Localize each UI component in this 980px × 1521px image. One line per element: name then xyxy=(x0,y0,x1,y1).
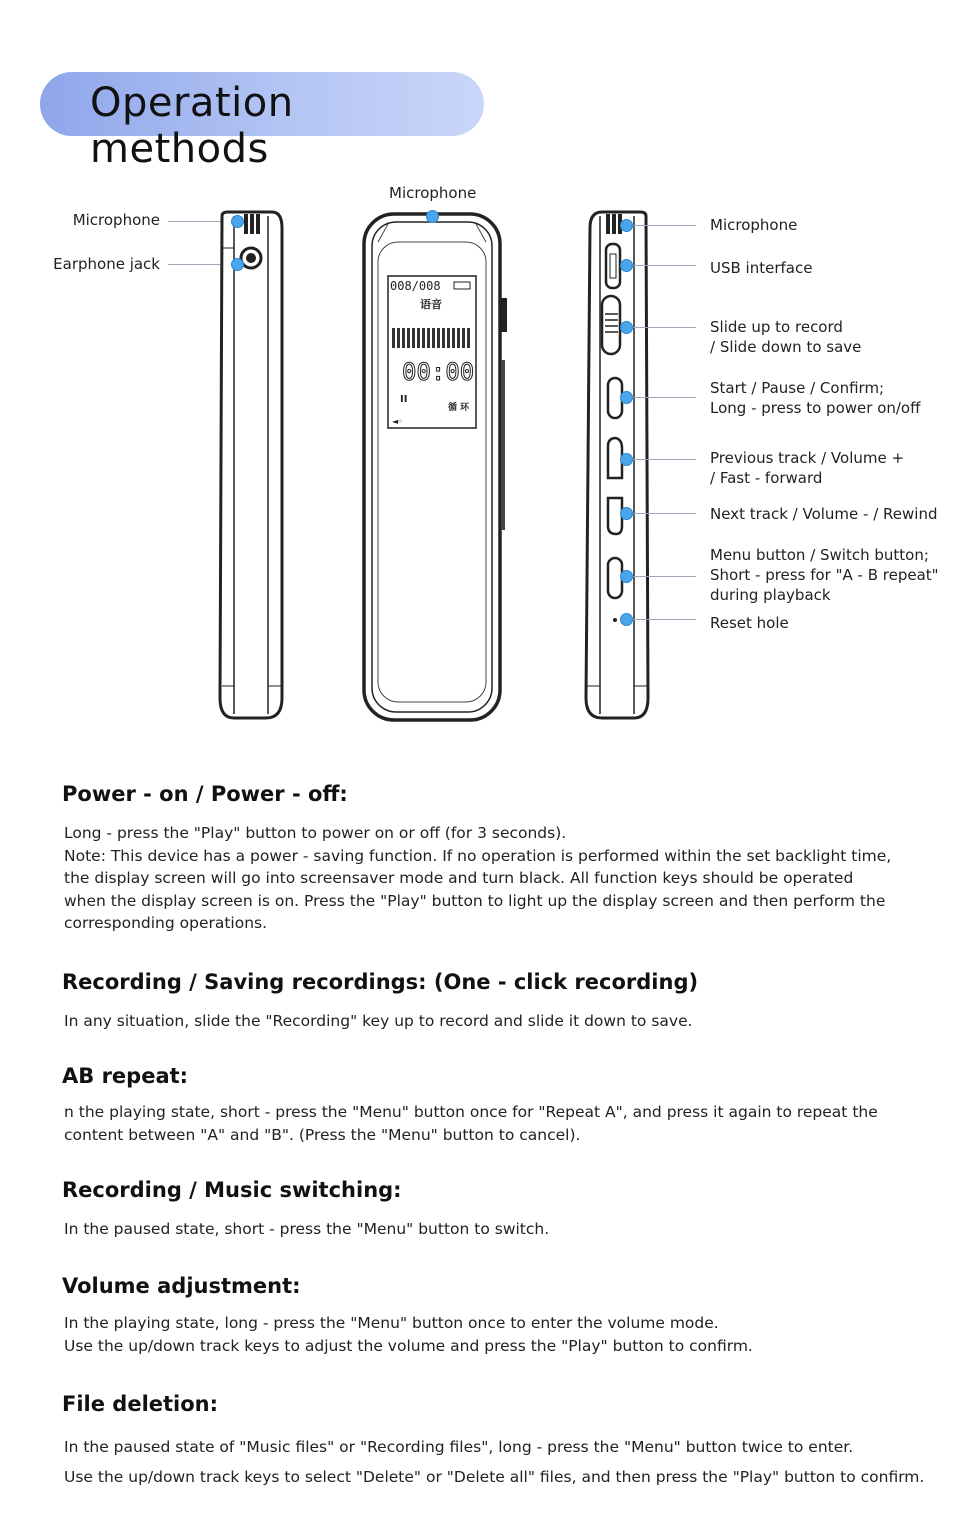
leader-line xyxy=(633,327,696,328)
label-right-microphone: Microphone xyxy=(710,216,798,234)
title-banner xyxy=(40,72,484,172)
callout-dot xyxy=(620,507,633,520)
label-menu-button: Menu button / Switch button; Short - press for "A - B repeat" during playback xyxy=(710,546,939,604)
leader-line xyxy=(633,513,696,514)
callout-dot xyxy=(620,613,633,626)
callout-dot xyxy=(620,391,633,404)
callout-dot xyxy=(620,321,633,334)
callout-dot xyxy=(426,210,439,223)
label-top-microphone: Microphone xyxy=(389,184,477,202)
label-earphone-jack: Earphone jack xyxy=(53,255,160,273)
label-previous-track-button: Previous track / Volume + / Fast - forward xyxy=(710,449,905,487)
heading-volume: Volume adjustment: xyxy=(62,1274,301,1298)
label-reset-hole: Reset hole xyxy=(710,614,789,632)
callout-dot xyxy=(620,219,633,232)
leader-line xyxy=(633,619,696,620)
screen-volume-symbol: ◄◦ xyxy=(392,417,403,426)
screen-time: 00:00 xyxy=(402,358,475,386)
leader-line xyxy=(633,225,696,226)
screen-counter: 008/008 xyxy=(390,279,441,293)
text-switching: In the paused state, short - press the "Menu" button to switch. xyxy=(64,1220,550,1238)
heading-file-deletion: File deletion: xyxy=(62,1392,219,1416)
page-title: Operation methods xyxy=(90,80,294,172)
heading-power: Power - on / Power - off: xyxy=(62,782,348,806)
callout-dot xyxy=(620,259,633,272)
label-usb-interface: USB interface xyxy=(710,259,813,277)
callout-dot xyxy=(620,570,633,583)
label-record-slider: Slide up to record / Slide down to save xyxy=(710,318,862,356)
text-volume: In the playing state, long - press the "Menu" button once to enter the volume mode. Use the up/down track keys to adjust the volume and press the "Play" button to confirm. xyxy=(64,1314,753,1355)
leader-line xyxy=(633,265,696,266)
label-left-microphone: Microphone xyxy=(72,211,160,229)
leader-line xyxy=(633,459,696,460)
callout-dot xyxy=(231,258,244,271)
callout-dot xyxy=(620,453,633,466)
text-ab-repeat: n the playing state, short - press the "Menu" button once for "Repeat A", and press it again to repeat the content between "A" and "B". (Press the "Menu" button to cancel). xyxy=(64,1103,878,1144)
screen-repeat-mode: 循 环 xyxy=(448,403,470,413)
callout-dot xyxy=(231,215,244,228)
text-recording: In any situation, slide the "Recording" key up to record and slide it down to save. xyxy=(64,1012,693,1030)
leader-line xyxy=(633,576,696,577)
recorder-right-side-view xyxy=(578,208,658,724)
recorder-front-view xyxy=(360,210,508,724)
screen-pause-symbol: II xyxy=(400,394,408,405)
text-file-deletion: In the paused state of "Music files" or "Recording files", long - press the "Menu" button twice to enter. Use the up/down track keys to select "Delete" or "Delete all" files, and then press the "Play" button to confirm. xyxy=(64,1438,925,1486)
leader-line xyxy=(633,397,696,398)
label-next-track-button: Next track / Volume - / Rewind xyxy=(710,505,938,523)
screen-mode: 语音 xyxy=(420,298,442,311)
recorder-left-side-view xyxy=(210,208,290,724)
text-power: Long - press the "Play" button to power on or off (for 3 seconds). Note: This device has a power - saving function. If no operation is performed within the set backlight time, the display screen will go into screensaver mode and turn black. All function keys should be operated when the display screen is on. Press the "Play" button to light up the display screen and then perform the corresponding operations. xyxy=(64,824,892,932)
heading-switching: Recording / Music switching: xyxy=(62,1178,402,1202)
label-play-button: Start / Pause / Confirm; Long - press to power on/off xyxy=(710,379,921,417)
heading-recording: Recording / Saving recordings: (One - click recording) xyxy=(62,970,699,994)
heading-ab-repeat: AB repeat: xyxy=(62,1064,189,1088)
